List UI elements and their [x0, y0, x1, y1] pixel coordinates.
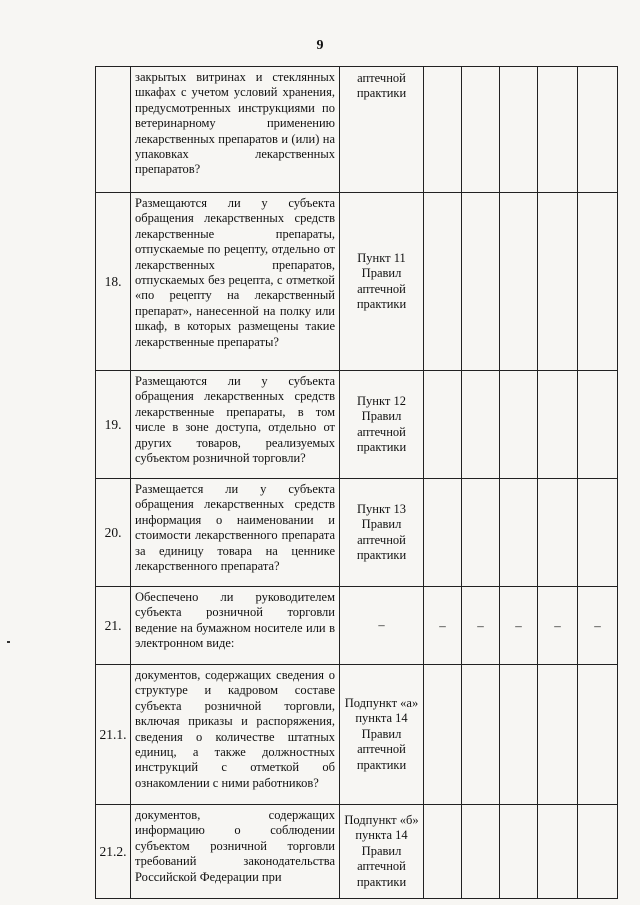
answer-cell[interactable]: – — [538, 587, 578, 665]
answer-cell[interactable] — [578, 665, 618, 805]
answer-cell[interactable] — [538, 67, 578, 193]
answer-cell[interactable] — [500, 665, 538, 805]
table-row — [96, 805, 618, 899]
row-number: 21.1. — [96, 665, 131, 805]
answer-cell[interactable] — [538, 371, 578, 479]
answer-cell[interactable] — [462, 805, 500, 899]
answer-cell[interactable] — [424, 67, 462, 193]
answer-cell[interactable] — [578, 371, 618, 479]
row-number: 19. — [96, 371, 131, 479]
answer-cell[interactable] — [462, 67, 500, 193]
answer-cell[interactable] — [538, 665, 578, 805]
table-row — [96, 587, 618, 665]
row-question: Обеспечено ли руководителем субъекта розничной торговли ведение на бумажном носителе или в электронном виде: — [131, 587, 340, 665]
answer-cell[interactable] — [538, 193, 578, 371]
answer-cell[interactable] — [462, 479, 500, 587]
table-row — [96, 67, 618, 193]
row-number: 18. — [96, 193, 131, 371]
answer-cell[interactable] — [578, 67, 618, 193]
answer-cell[interactable] — [500, 479, 538, 587]
answer-cell[interactable] — [578, 479, 618, 587]
row-reference: Пункт 13 Правил аптечной практики — [340, 479, 424, 587]
row-question: документов, содержащих сведения о структуре и кадровом составе субъекта розничной торговли, включая приказы и распоряжения, сведения о количестве штатных единиц, а также должностных инструкций с отметкой об ознакомлении с ними работников? — [131, 665, 340, 805]
row-reference: – — [340, 587, 424, 665]
table-row — [96, 193, 618, 371]
answer-cell[interactable]: – — [424, 587, 462, 665]
answer-cell[interactable] — [462, 193, 500, 371]
row-number — [96, 67, 131, 193]
row-number: 21.2. — [96, 805, 131, 899]
answer-cell[interactable] — [500, 805, 538, 899]
row-question: Размещаются ли у субъекта обращения лекарственных средств лекарственные препараты, в том числе в зоне доступа, отдельно от других товаров, реализуемых субъектом розничной торговли? — [131, 371, 340, 479]
page-number: 9 — [316, 38, 324, 53]
row-question: Размещаются ли у субъекта обращения лекарственных средств лекарственные препараты, отпускаемые по рецепту, отдельно от лекарственных препаратов, отпускаемых без рецепта, с отметкой «по рецепту на лекарственный препарат», нанесенной на полку или шкаф, в которых размещены такие лекарственные препараты? — [131, 193, 340, 371]
row-question: закрытых витринах и стеклянных шкафах с учетом условий хранения, предусмотренных инструкциями по ветеринарному применению лекарственных препаратов и (или) на упаковках лекарственных препаратов? — [131, 67, 340, 193]
answer-cell[interactable]: – — [462, 587, 500, 665]
answer-cell[interactable] — [462, 665, 500, 805]
row-question: Размещается ли у субъекта обращения лекарственных средств информация о наименовании и стоимости лекарственного препарата за единицу товара на ценнике лекарственного препарата? — [131, 479, 340, 587]
answer-cell[interactable] — [424, 665, 462, 805]
answer-cell[interactable] — [462, 371, 500, 479]
row-number: 21. — [96, 587, 131, 665]
answer-cell[interactable] — [500, 371, 538, 479]
table-row — [96, 371, 618, 479]
row-reference: Подпункт «б» пункта 14 Правил аптечной практики — [340, 805, 424, 899]
answer-cell[interactable]: – — [500, 587, 538, 665]
row-number: 20. — [96, 479, 131, 587]
answer-cell[interactable] — [500, 67, 538, 193]
row-question: документов, содержащих информацию о соблюдении субъектом розничной торговли требований законодательства Российской Федерации при — [131, 805, 340, 899]
table-row — [96, 665, 618, 805]
row-reference: Пункт 12 Правил аптечной практики — [340, 371, 424, 479]
answer-cell[interactable] — [424, 371, 462, 479]
answer-cell[interactable] — [500, 193, 538, 371]
answer-cell[interactable]: – — [578, 587, 618, 665]
answer-cell[interactable] — [424, 805, 462, 899]
answer-cell[interactable] — [424, 479, 462, 587]
checklist-table — [95, 66, 618, 899]
row-reference: Подпункт «а» пункта 14 Правил аптечной практики — [340, 665, 424, 805]
answer-cell[interactable] — [578, 805, 618, 899]
row-reference: аптечной практики — [340, 67, 424, 193]
table-row — [96, 479, 618, 587]
row-reference: Пункт 11 Правил аптечной практики — [340, 193, 424, 371]
answer-cell[interactable] — [578, 193, 618, 371]
answer-cell[interactable] — [538, 479, 578, 587]
answer-cell[interactable] — [424, 193, 462, 371]
scan-artifact — [7, 641, 10, 643]
answer-cell[interactable] — [538, 805, 578, 899]
